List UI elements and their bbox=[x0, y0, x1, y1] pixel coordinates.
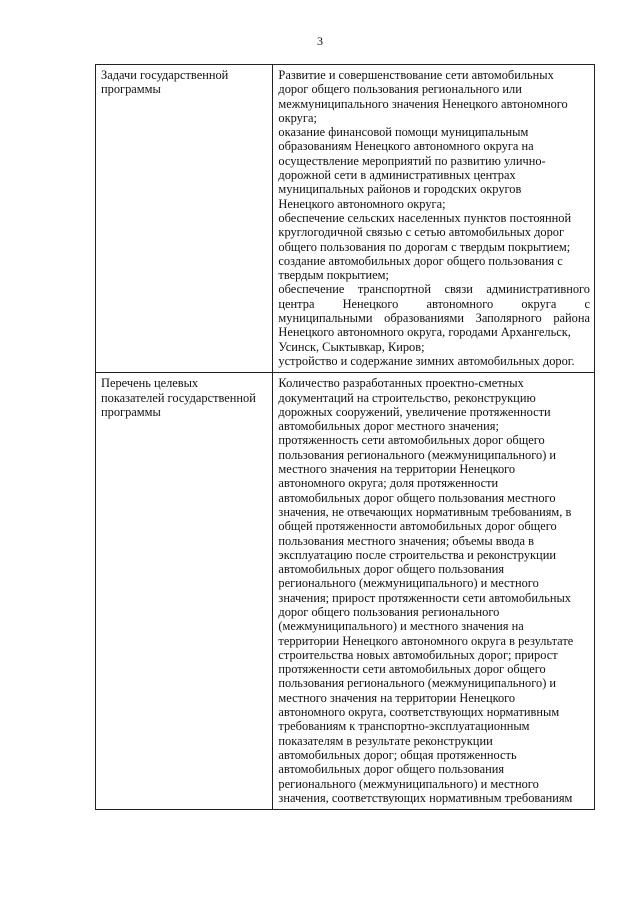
row-content-line: пользования регионального (межмуниципального) и bbox=[278, 447, 557, 462]
row-content-line: пользования местного значения; объемы ввода в bbox=[278, 533, 534, 548]
row-content-line: Развитие и совершенствование сети автомобильных bbox=[278, 68, 554, 82]
row-content-line: муниципальных районов и городских округов bbox=[278, 182, 522, 197]
row-content-line: территории Ненецкого автономного округа в результате bbox=[278, 633, 574, 648]
program-passport-table bbox=[95, 64, 595, 810]
row-content-line: Ненецкого автономного округа, городами Архангельск, bbox=[278, 325, 571, 340]
row-label-line: программы bbox=[101, 82, 161, 97]
row-content-line: центра Ненецкого автономного округа с bbox=[278, 296, 590, 311]
row-content-line: местного значения на территории Ненецкого bbox=[278, 462, 516, 477]
row-content-line: дорожной сети в административных центрах bbox=[278, 168, 516, 183]
row-content-line: значения; прирост протяженности сети автомобильных bbox=[278, 590, 571, 605]
row-content-cell bbox=[273, 373, 595, 810]
row-content-line: Усинск, Сыктывкар, Киров; bbox=[278, 339, 425, 354]
row-content-line: обеспечение транспортной связи административного bbox=[278, 282, 590, 297]
row-content-line: дорожных сооружений, увеличение протяженности bbox=[278, 404, 551, 419]
row-content-line: показателям в результате реконструкции bbox=[278, 733, 493, 748]
row-label-line: показателей государственной bbox=[101, 390, 256, 405]
row-content-line: протяженность сети автомобильных дорог общего bbox=[278, 433, 545, 448]
row-content-line: устройство и содержание зимних автомобильных дорог. bbox=[278, 353, 575, 368]
row-content-line: эксплуатацию после строительства и реконструкции bbox=[278, 547, 556, 562]
row-content-line: создание автомобильных дорог общего пользования с bbox=[278, 253, 563, 268]
row-content-line: дорог общего пользования регионального или bbox=[278, 82, 522, 97]
row-label-line: Перечень целевых bbox=[101, 376, 199, 391]
row-content-line: Количество разработанных проектно-сметных bbox=[278, 376, 524, 391]
row-content-line: автомобильных дорог общего пользования bbox=[278, 562, 505, 577]
row-label-line: Задачи государственной bbox=[101, 68, 229, 82]
row-content-line: регионального (межмуниципального) и местного bbox=[278, 576, 539, 591]
row-content-line: автомобильных дорог общего пользования местного bbox=[278, 490, 556, 505]
table-row bbox=[96, 65, 595, 373]
row-content-line: строительства новых автомобильных дорог; прирост bbox=[278, 647, 558, 662]
row-content-line: округа; bbox=[278, 110, 317, 125]
row-content-line: пользования регионального (межмуниципального) и bbox=[278, 676, 557, 691]
row-content-line: автономного округа; доля протяженности bbox=[278, 476, 499, 491]
row-content-line: обеспечение сельских населенных пунктов постоянной bbox=[278, 210, 572, 225]
row-label-cell bbox=[96, 65, 273, 373]
row-content-cell bbox=[273, 65, 595, 373]
row-content-line: документаций на строительство, реконструкцию bbox=[278, 390, 536, 405]
row-content-line: автомобильных дорог; общая протяженность bbox=[278, 747, 517, 762]
page-number: 3 bbox=[317, 34, 323, 48]
row-label-line: программы bbox=[101, 404, 161, 419]
row-content-line: требованиям к транспортно-эксплуатационным bbox=[278, 719, 530, 734]
row-content-line: значения, соответствующих нормативным требованиям bbox=[278, 790, 573, 805]
row-content-line: круглогодичной связью с сетью автомобильных дорог bbox=[278, 225, 565, 240]
row-content-line: автономного округа, соответствующих нормативным bbox=[278, 705, 560, 720]
row-label-cell bbox=[96, 373, 273, 810]
row-content-line: регионального (межмуниципального) и местного bbox=[278, 776, 539, 791]
row-content-line: твердым покрытием; bbox=[278, 268, 389, 283]
row-content-line: Ненецкого автономного округа; bbox=[278, 196, 446, 211]
row-content-line: (межмуниципального) и местного значения на bbox=[278, 619, 524, 634]
row-content-line: автомобильных дорог местного значения; bbox=[278, 419, 499, 434]
table-row bbox=[96, 373, 595, 810]
row-content-line: образованиям Ненецкого автономного округа на bbox=[278, 139, 534, 154]
row-content-line: оказание финансовой помощи муниципальным bbox=[278, 125, 529, 140]
row-content-line: общей протяженности автомобильных дорог общего bbox=[278, 519, 557, 534]
row-content-line: дорог общего пользования регионального bbox=[278, 604, 500, 619]
row-content-line: автомобильных дорог общего пользования bbox=[278, 762, 505, 777]
row-content-line: межмуниципального значения Ненецкого автономного bbox=[278, 96, 568, 111]
row-content-line: местного значения на территории Ненецкого bbox=[278, 690, 516, 705]
row-content-line: протяженности сети автомобильных дорог общего bbox=[278, 662, 546, 677]
row-content-line: осуществление мероприятий по развитию улично- bbox=[278, 153, 546, 168]
row-content-line: муниципальными образованиями Заполярного района bbox=[278, 311, 590, 326]
row-content-line: значения, не отвечающих нормативным требованиям, в bbox=[278, 504, 572, 519]
row-content-line: общего пользования по дорогам с твердым покрытием; bbox=[278, 239, 571, 254]
